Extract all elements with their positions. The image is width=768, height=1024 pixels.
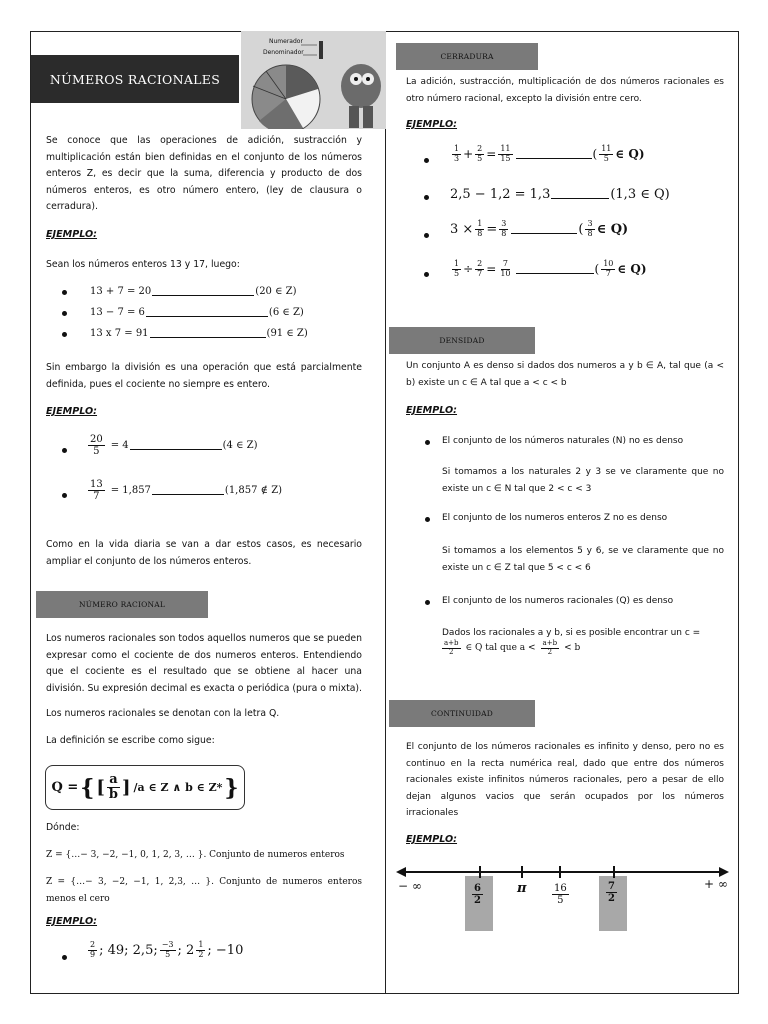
pi-label: π: [517, 881, 527, 896]
bullet-dot: [62, 448, 67, 453]
fraction-illustration: [241, 31, 386, 129]
mark-label: $\frac{7}{2}$: [608, 881, 615, 904]
definicion-text: La definición se escribe como sigue:: [46, 735, 215, 746]
racional-definition: Los numeros racionales son todos aquellos numeros que se pueden expresar como el cociente de dos numeros enteros. Entendiendo que el cociente es el resultado que se obtiene al hacer una división. Su expresión decimal es exacta o periódica (pura o mixta).: [46, 633, 362, 694]
pie-illustration-icon: [241, 31, 386, 129]
section-header-densidad: DENSIDAD: [389, 327, 535, 354]
densidad-item-title: El conjunto de los numeros racionales (Q) es denso: [442, 596, 674, 606]
bullet-dot: [425, 517, 430, 522]
column-divider: [385, 31, 386, 994]
bullet-dot: [424, 272, 429, 277]
densidad-item-detail: Si tomamos a los naturales 2 y 3 se ve claramente que no existe un c ∈ N tal que 2 < c < 3: [442, 467, 724, 494]
bullet-dot: [424, 233, 429, 238]
division-paragraph: Sin embargo la división es una operación que está parcialmente definida, pues el cociente no siempre es entero.: [46, 362, 362, 390]
ejemplo-label: EJEMPLO:: [406, 834, 458, 845]
division-example: $\frac{20}{5}$ = 4 (4 ∈ Z): [90, 434, 258, 457]
cerradura-paragraph: La adición, sustracción, multiplicación de dos números racionales es otro número racional, excepto la división entre cero.: [406, 77, 724, 104]
z-set-definition: Z = {…− 3, −2, −1, 0, 1, 2, 3, … }. Conjunto de numeros enteros: [46, 850, 345, 860]
densidad-item-title: El conjunto de los numeros enteros Z no es denso: [442, 513, 668, 523]
division-example: $\frac{13}{7}$ = 1,857 (1,857 ∉ Z): [90, 479, 283, 502]
cerradura-example: 2,5 − 1,2 = 1,3 (1,3 ∈ Q): [450, 187, 670, 202]
densidad-paragraph: Un conjunto A es denso si dados dos numeros a y b ∈ A, tal que (a < b) existe un c ∈ A tal que a < c < b: [406, 361, 724, 388]
op-item: 13 + 7 = 20 (20 ∈ Z): [90, 286, 297, 297]
vida-paragraph: Como en la vida diaria se van a dar estos casos, es necesario ampliar el conjunto de los números enteros.: [46, 539, 362, 567]
densidad-item-title: El conjunto de los números naturales (N) no es denso: [442, 436, 684, 446]
cerradura-example: $\frac{1}{3}$ + $\frac{2}{5}$ = $\frac{11}{15}$ ( $\frac{11}{5}$ ∈ Q): [454, 144, 645, 163]
denominator-label: Denominador: [263, 49, 304, 56]
denotan-text: Los numeros racionales se denotan con la letra Q.: [46, 708, 280, 719]
page-title: NÚMEROS RACIONALES: [31, 55, 239, 103]
mark-label: $\frac{16}{5}$: [554, 883, 567, 906]
z-star-definition: Z = {…− 3, −2, −1, 1, 2,3, … }. Conjunto de numeros enteros menos el cero: [46, 877, 362, 904]
bullet-dot: [424, 158, 429, 163]
rational-examples: $\frac{2}{9}$ ; 49; 2,5; $\frac{-3}{5}$ ; 2 $\frac{1}{2}$ ; −10: [90, 940, 244, 959]
intro-paragraph: Se conoce que las operaciones de adición, sustracción y multiplicación están bien definidas en el conjunto de los números enteros Z, es decir que la suma, diferencia y producto de dos números enteros, es otro número entero, (ley de clausura o cerradura).: [46, 135, 362, 212]
cerradura-example: $\frac{1}{5}$ ÷ $\frac{2}{7}$ = $\frac{7}{10}$ ( $\frac{10}{7}$ ∈ Q): [454, 259, 647, 278]
cerradura-example: 3 × $\frac{1}{8}$ = $\frac{3}{8}$ ( $\frac{3}{8}$ ∈ Q): [450, 219, 629, 238]
donde-text: Dónde:: [46, 822, 80, 833]
pos-infinity-label: + ∞: [704, 877, 728, 891]
bullet-dot: [62, 493, 67, 498]
ejemplo-label: EJEMPLO:: [46, 229, 98, 240]
numerator-label: Numerador: [269, 38, 303, 45]
ejemplo-label: EJEMPLO:: [406, 119, 458, 130]
densidad-item-detail: Si tomamos a los elementos 5 y 6, se ve claramente que no existe un c ∈ Z tal que 5 < c < 6: [442, 546, 724, 573]
arrow-left-icon: [396, 867, 406, 877]
bullet-dot: [62, 311, 67, 316]
bullet-dot: [425, 440, 430, 445]
set-definition-box: Q = { [ $\frac{a}{b}$ ] /a ∈ Z ∧ b ∈ Z* }: [45, 765, 245, 810]
bullet-dot: [62, 290, 67, 295]
section-header-continuidad: CONTINUIDAD: [389, 700, 535, 727]
op-item: 13 x 7 = 91 (91 ∈ Z): [90, 328, 308, 339]
densidad-item-detail: Dados los racionales a y b, si es posible encontrar un c =: [442, 628, 701, 638]
continuidad-paragraph: El conjunto de los números racionales es infinito y denso, pero no es continuo en la recta numérica real, dado que entre dos números racionales existe infinitos números racionales, pero a pesar de ello dejan algunos vacios que serán ocupados por los números irracionales: [406, 742, 724, 818]
bullet-dot: [424, 195, 429, 200]
arrow-right-icon: [719, 867, 729, 877]
section-header-numero-racional: NÚMERO RACIONAL: [36, 591, 208, 618]
densidad-condition: $\frac{a+b}{2}$ ∈ Q tal que a < $\frac{a+b}{2}$ < b: [444, 639, 581, 656]
bullet-dot: [62, 955, 67, 960]
ejemplo-label: EJEMPLO:: [406, 405, 458, 416]
op-item: 13 − 7 = 6 (6 ∈ Z): [90, 307, 304, 318]
number-line: [396, 864, 730, 880]
ejemplo-label: EJEMPLO:: [46, 916, 98, 927]
sean-text: Sean los números enteros 13 y 17, luego:: [46, 259, 240, 270]
neg-infinity-label: − ∞: [398, 879, 422, 893]
mark-label: $\frac{6}{2}$: [474, 883, 481, 906]
section-header-cerradura: CERRADURA: [396, 43, 538, 70]
bullet-dot: [425, 600, 430, 605]
bullet-dot: [62, 332, 67, 337]
ejemplo-label: EJEMPLO:: [46, 406, 98, 417]
